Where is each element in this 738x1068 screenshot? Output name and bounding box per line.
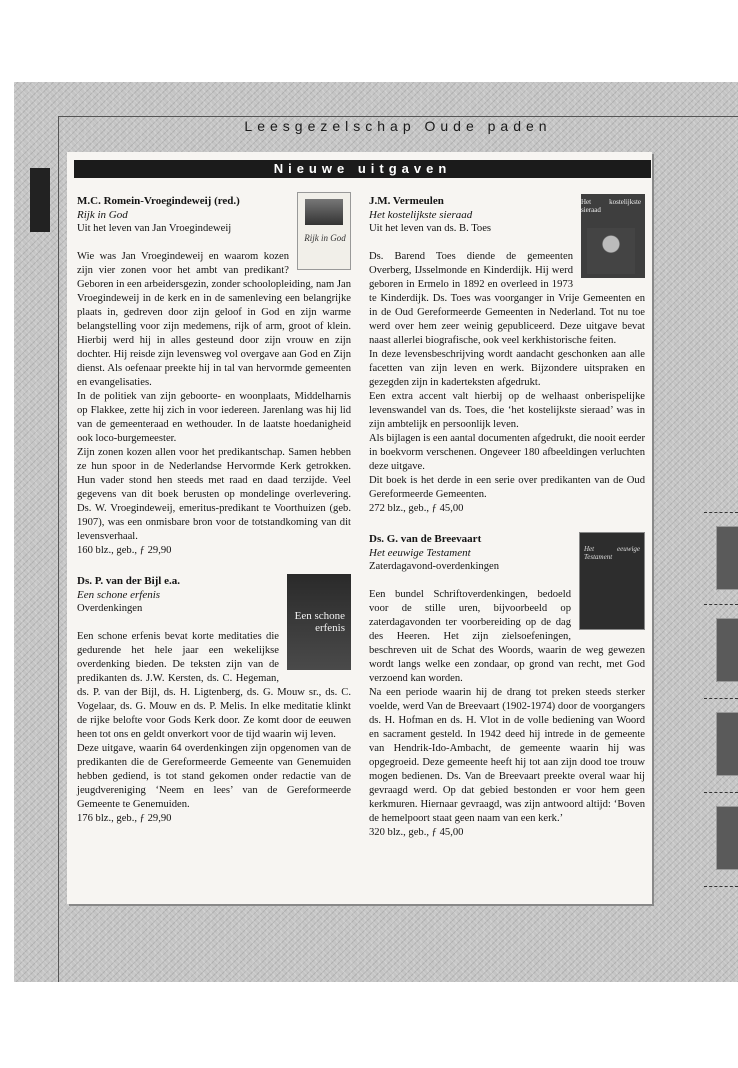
- book-subtitle: Uit het leven van Jan Vroegindeweij: [77, 223, 232, 234]
- book-cover: [297, 192, 351, 270]
- series-title: Leesgezelschap Oude paden: [244, 118, 552, 134]
- book-price: 320 blz., geb., ƒ 45,00: [369, 827, 464, 838]
- cover-title: Een schone erfenis: [294, 610, 345, 634]
- book-price: 160 blz., geb., ƒ 29,90: [77, 545, 172, 556]
- side-book-thumbnail: [716, 618, 738, 682]
- section-header: Nieuwe uitgaven: [74, 160, 651, 178]
- cover-photo: [587, 228, 635, 274]
- side-book-thumbnail: [716, 806, 738, 870]
- divider: [704, 792, 738, 793]
- book-entry: [77, 574, 351, 826]
- book-paragraph: Na een periode waarin hij de drang tot preken steeds sterker voelde, werd Van de Breevaart (1902-1974) door de voorgangers ds. H. Hofman en ds. H. Vlot in de volle bediening van Woord en sacrament gesteld. In 1942 deed hij intrede in de gemeente van Hendrik-Ido-Ambacht, de gemeente waarin hij was opgegroeid. Deze gemeente heeft hij tot aan zijn dood toe trouw mogen bedienen. Ds. Van de Breevaart preekte overal waar hij gevraagd werd. Op dat gebied bestonden er voor hem geen kerkmuren. Hiernaar gevraagd, was zijn antwoord altijd: ‘Boven de hemelpoort staat geen naam van een kerk.’: [369, 687, 645, 824]
- book-cover: [287, 574, 351, 670]
- book-paragraph: Een extra accent valt hierbij op de welhaast onberispelijke levenswandel van ds. Toes, die ‘het kostelijkste sieraad’ was in zijn ambtelijk en persoonlijk leven.: [369, 391, 645, 430]
- page-tab-marker: [30, 168, 50, 232]
- book-paragraph: Wie was Jan Vroegindeweij en waarom kozen zijn vier zonen voor het ambt van predikant? Geboren in een arbeidersgezin, zonder schoolopleiding, nam Jan Vroegindeweij in de kerk en in de samenleving een belangrijke plaats in, gedreven door zijn geloof in God en zijn warme belangstelling voor zijn medemens, rijk of arm, groot of klein. Hierbij werd hij in alles gesteund door zijn vrouw en zijn dochter. Hij reisde zijn levensweg vol overgave aan God en Zijn dienst. Als oefenaar preekte hij in tal van hervormde gemeenten en evangelisaties.: [77, 251, 351, 388]
- book-price: 272 blz., geb., ƒ 45,00: [369, 503, 464, 514]
- book-author: Ds. G. van de Breevaart: [369, 533, 482, 545]
- book-subtitle: Uit het leven van ds. B. Toes: [369, 223, 492, 234]
- book-price: 176 blz., geb., ƒ 29,90: [77, 813, 172, 824]
- book-paragraph: Als bijlagen is een aantal documenten afgedrukt, die nooit eerder in boekvorm verschenen. Ongeveer 180 afbeeldingen verluchten deze uitgave.: [369, 433, 645, 472]
- book-paragraph: Een bundel Schriftoverdenkingen, bedoeld voor de stille uren, bijvoorbeeld op zaterdagavonden ter voorbereiding op de dag des Heeren. Het zijn zielsoefeningen, beschreven uit de Schat des Woords, waarin de weg gewezen wordt langs welke een zondaar, op grond van recht, met God verzoend kan worden.: [369, 589, 645, 684]
- book-title: Rijk in God: [77, 209, 128, 221]
- book-paragraph: Zijn zonen kozen allen voor het predikantschap. Samen hebben ze hun spoor in de Nederlandse Hervormde Kerk getrokken. Hun vader stond hen steeds met raad en daad terzijde. Veel gegevens van dit boek berusten op mondelinge overlevering. Ds. W. Vroegindeweij, emeritus-predikant te Voorthuizen (geb. 1907), was een onmisbare bron voor de totstandkoming van dit levensverhaal.: [77, 447, 351, 542]
- book-author: M.C. Romein-Vroegindeweij (red.): [77, 195, 240, 207]
- book-author: Ds. P. van der Bijl e.a.: [77, 575, 180, 587]
- book-paragraph: Deze uitgave, waarin 64 overdenkingen zijn opgenomen van de predikanten die de Gereformeerde Gemeente van Genemuiden hebben gediend, is tot stand gekomen onder redactie van de jeugdvereniging ‘Neem en lees’ van de Gereformeerde Gemeente te Genemuiden.: [77, 743, 351, 810]
- book-entry: [369, 194, 645, 516]
- divider: [704, 512, 738, 513]
- frame-line: [58, 116, 59, 982]
- book-title: Het kostelijkste sieraad: [369, 209, 473, 221]
- divider: [704, 698, 738, 699]
- book-title: Een schone erfenis: [77, 589, 161, 601]
- divider: [704, 886, 738, 887]
- divider: [704, 604, 738, 605]
- side-book-thumbnail: [716, 712, 738, 776]
- cover-title: Het kostelijkste sieraad: [581, 198, 641, 214]
- side-book-thumbnail: [716, 526, 738, 590]
- book-paragraph: Een schone erfenis bevat korte meditaties die gedurende het hele jaar een wekelijkse overdenking bieden. De teksten zijn van de predikanten ds. J.W. Kersten, ds. C. Hegeman, ds. P. van der Bijl, ds. H. Ligtenberg, ds. G. Mouw sr., ds. C. Vogelaar, ds. G. Mouw en ds. P. Melis. In elke meditatie klinkt de rijke belofte voor Gods Kerk door. Ze komt door de eeuwen heen tot ons en geldt onverkort voor de tijd waarin wij leven.: [77, 631, 351, 740]
- book-author: J.M. Vermeulen: [369, 195, 444, 207]
- right-column: [369, 194, 645, 840]
- left-column: [77, 194, 351, 826]
- book-paragraph: In de politiek van zijn geboorte- en woonplaats, Middelharnis op Flakkee, zette hij zich in voor iedereen. Jarenlang was hij lid van de gemeenteraad en wethouder. In de laatste hoedanigheid ook loco-burgemeester.: [77, 391, 351, 444]
- book-entry: [369, 532, 645, 840]
- book-subtitle: Zaterdagavond-overdenkingen: [369, 561, 500, 572]
- book-paragraph: Dit boek is het derde in een serie over predikanten van de Oud Gereformeerde Gemeenten.: [369, 475, 645, 500]
- book-cover: [579, 532, 645, 630]
- cover-title: Rijk in God: [304, 233, 346, 243]
- book-paragraph: In deze levensbeschrijving wordt aandacht geschonken aan alle facetten van zijn leven en werk. Bijzondere uitspraken en gezegden zijn in kaderteksten afgedrukt.: [369, 349, 645, 388]
- cover-photo: [305, 199, 343, 225]
- book-paragraph: Ds. Barend Toes diende de gemeenten Overberg, IJsselmonde en Kinderdijk. Hij werd geboren in Ermelo in 1892 en overleed in 1973 te Kinderdijk. Ds. Toes was voorganger in Vrije Gemeenten en in de Oud Gereformeerde Gemeenten in Nederland. Tot nu toe werd over hem zeer weinig gepubliceerd. Deze uitgave bevat naast allerlei biografische, ook veel kerkhistorische feiten.: [369, 251, 645, 346]
- book-title: Het eeuwige Testament: [369, 547, 471, 559]
- book-subtitle: Overdenkingen: [77, 603, 143, 614]
- book-entry: [77, 194, 351, 558]
- book-cover: [581, 194, 645, 278]
- cover-title: Het eeuwige Testament: [584, 545, 640, 561]
